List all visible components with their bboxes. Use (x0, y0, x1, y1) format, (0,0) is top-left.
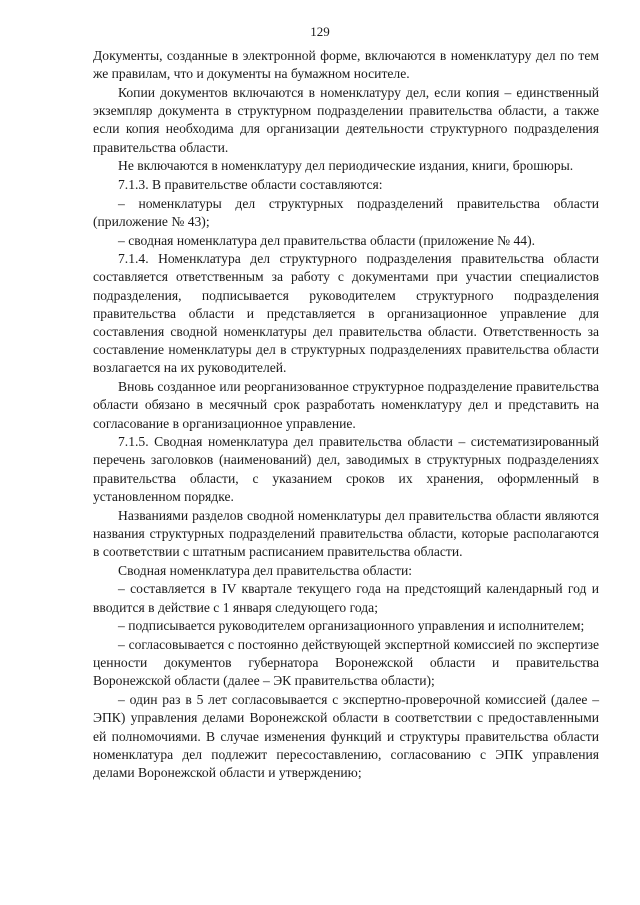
document-body (93, 47, 599, 783)
paragraph-7-1-4: 7.1.4. Номенклатура дел структурного подразделения правительства области составляется ответственным за работу с документами при участии специалистов подразделения, подписывается руководителем структурного подразделения правительства области и представляется в организационное управление для составления сводной номенклатуры дел правительства области. Ответственность за составление номенклатуры дел в структурных подразделениях правительства области возлагается на их руководителей. (93, 251, 599, 376)
paragraph-7-1-5: 7.1.5. Сводная номенклатура дел правительства области – систематизированный перечень заголовков (наименований) дел, заводимых в структурных подразделениях правительства области, с указанием сроков их хранения, оформленный в установленном порядке. (93, 434, 599, 504)
list-item-signed: – подписывается руководителем организационного управления и исполнителем; (118, 618, 585, 634)
list-item-compiled: – составляется в IV квартале текущего года на предстоящий календарный год и вводится в действие с 1 января следующего года; (93, 581, 599, 615)
paragraph-new-subdivision: Вновь созданное или реорганизованное структурное подразделение правительства области обязано в месячный срок разработать номенклатуру дел и представить на согласование в организационное управление. (93, 379, 599, 431)
paragraph-consolidated-intro: Сводная номенклатура дел правительства области: (118, 562, 413, 578)
paragraph-7-1-3: 7.1.3. В правительстве области составляются: (118, 176, 383, 192)
list-item-structural-nomenclature: – номенклатуры дел структурных подразделений правительства области (приложение № 43); (93, 195, 599, 229)
paragraph-not-included: Не включаются в номенклатуру дел периодические издания, книги, брошюры. (118, 158, 574, 174)
paragraph-electronic-documents: Документы, созданные в электронной форме, включаются в номенклатуру дел по тем же правилам, что и документы на бумажном носителе. (93, 48, 599, 82)
paragraph-section-names: Названиями разделов сводной номенклатуры дел правительства области являются названия структурных подразделений правительства области, которые располагаются в соответствии с штатным расписанием правительства области. (93, 507, 599, 559)
list-item-agreed-epk: – один раз в 5 лет согласовывается с экспертно-проверочной комиссией (далее – ЭПК) управления делами Воронежской области в соответствии с предоставленными ей полномочиями. В случае изменения функций и структуры правительства области номенклатура дел подлежит пересоставлению, согласованию с ЭПК управления делами Воронежской области и утверждению; (93, 692, 599, 780)
page-number: 129 (310, 24, 330, 39)
paragraph-document-copies: Копии документов включаются в номенклатуру дел, если копия – единственный экземпляр документа в структурном подразделении правительства области, а также если копия необходима для организации деятельности структурного подразделения правительства области. (93, 84, 599, 155)
list-item-agreed-ek: – согласовывается с постоянно действующей экспертной комиссией по экспертизе ценности документов губернатора Воронежской области и правительства Воронежской области (далее – ЭК правительства области); (93, 637, 599, 689)
list-item-consolidated-nomenclature: – сводная номенклатура дел правительства области (приложение № 44). (118, 232, 536, 248)
